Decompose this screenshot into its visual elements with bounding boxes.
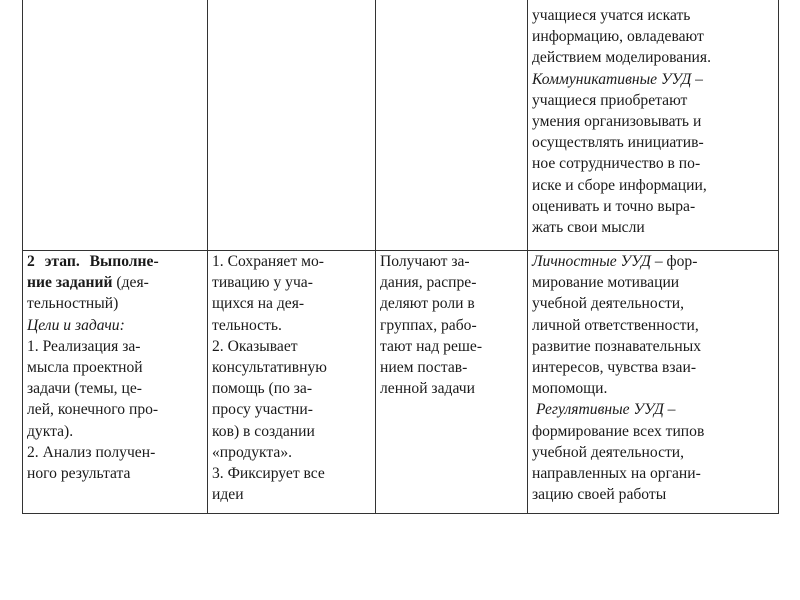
text-line: дания, распре- [380, 274, 477, 292]
text-line: Получают за- [380, 253, 470, 270]
text-line: «продукта». [212, 443, 293, 461]
text-line: тельность. [212, 316, 282, 334]
text-line: 3. Фиксирует все [212, 465, 325, 483]
text-line: личной ответственности, [532, 316, 699, 334]
text-line: формирование всех типов [532, 422, 705, 440]
lesson-stages-table [22, 0, 779, 514]
text-line: ного результата [27, 465, 131, 483]
personal-uud-line [532, 251, 774, 272]
text-line: ленной задачи [380, 380, 475, 398]
text-line: учебной деятельности, [532, 443, 685, 461]
text-line: деляют роли в [380, 295, 475, 313]
text-line: жать свои мысли [532, 219, 645, 237]
text-line: учащиеся учатся искать [532, 7, 691, 24]
table-cell-teacher-activity [208, 251, 376, 514]
text-line: группах, рабо- [380, 316, 477, 334]
stage-title-continued [27, 272, 203, 293]
stage-title-normal: (дея- [112, 274, 149, 292]
text-line: ное сотрудничество в по- [532, 155, 701, 173]
table-cell-stage [23, 0, 208, 251]
text-line: осуществлять инициатив- [532, 134, 704, 152]
communicative-uud-label: Коммуникативные УУД – [532, 70, 703, 88]
text-line: учебной деятельности, [532, 295, 685, 313]
text-line: мирование мотивации [532, 274, 680, 292]
text-line: просу участни- [212, 401, 313, 419]
goals-label: Цели и задачи: [27, 316, 125, 334]
text-line: идеи [212, 486, 244, 504]
text-line: направленных на органи- [532, 465, 701, 483]
text-line: мысла проектной [27, 359, 143, 377]
text-line: учащиеся приобретают [532, 91, 688, 109]
text-line: 2. Оказывает [212, 337, 298, 355]
text-line: задачи (темы, це- [27, 380, 142, 398]
table-cell-stage [23, 251, 208, 514]
text-fragment: – фор- [650, 253, 698, 270]
text-line: тают над реше- [380, 337, 483, 355]
table-cell-student-activity [376, 251, 528, 514]
text-line: ков) в создании [212, 422, 315, 440]
text-line: интересов, чувства взаи- [532, 359, 697, 377]
table-row [23, 0, 779, 251]
text-line: действием моделирования. [532, 49, 711, 67]
table-cell-teacher-activity [208, 0, 376, 251]
personal-uud-label: Личностные УУД [532, 253, 651, 270]
text-line: иске и сборе информации, [532, 176, 707, 194]
text-line: консультативную [212, 359, 327, 377]
stage-title: 2 этап. Выполне- [27, 253, 159, 270]
text-line: умения организовывать и [532, 113, 702, 131]
stage-type: тельностный) [27, 295, 119, 313]
text-line: дукта). [27, 422, 74, 440]
table-row [23, 251, 779, 514]
text-line: нием постав- [380, 359, 468, 377]
text-line: информацию, овладевают [532, 28, 704, 46]
text-line: 2. Анализ получен- [27, 443, 156, 461]
text-line: помощь (по за- [212, 380, 313, 398]
text-line: мопомощи. [532, 380, 608, 398]
stage-title-bold: ние заданий [27, 274, 113, 292]
table-cell-uud [528, 0, 779, 251]
text-line: 1. Реализация за- [27, 337, 141, 355]
text-line: оценивать и точно выра- [532, 197, 696, 215]
regulative-uud-label: Регулятивные УУД – [536, 401, 676, 419]
text-line: тивацию у уча- [212, 274, 313, 292]
table-cell-uud [528, 251, 779, 514]
text-line: щихся на дея- [212, 295, 305, 313]
text-line: лей, конечного про- [27, 401, 159, 419]
text-line: зацию своей работы [532, 486, 667, 504]
table-cell-student-activity [376, 0, 528, 251]
text-line: развитие познавательных [532, 337, 702, 355]
text-line: 1. Сохраняет мо- [212, 253, 324, 270]
